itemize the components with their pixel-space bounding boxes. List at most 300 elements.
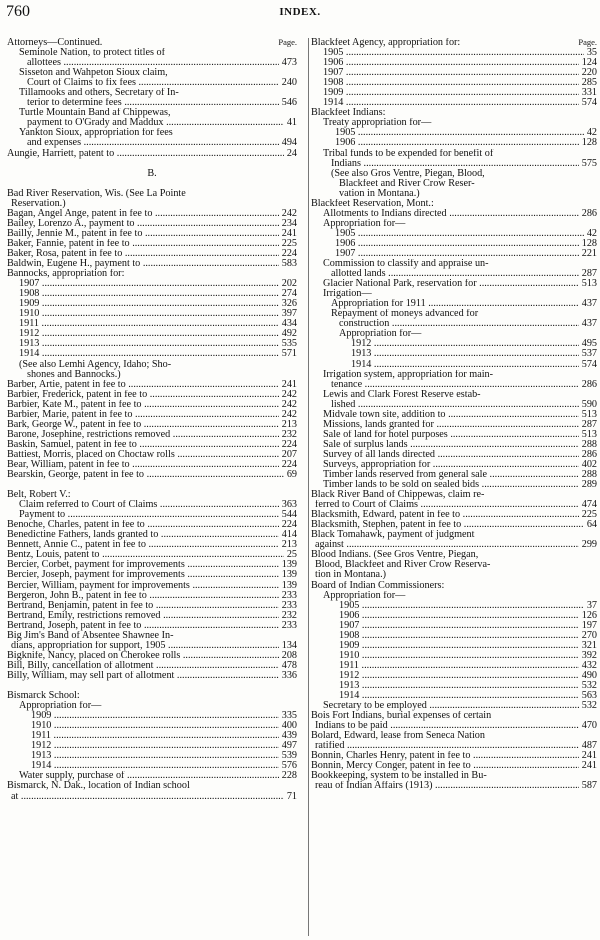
index-entry: [311, 249, 597, 259]
entry-text: 1907 .....: [19, 279, 297, 289]
page-column-label: Page.: [278, 37, 297, 47]
spacer: [7, 179, 297, 189]
page-header: [6, 3, 594, 21]
entry-page-number: 473: [279, 58, 297, 68]
entry-text: Lewis and Clark Forest Reserve estab-: [323, 389, 481, 400]
entry-page-number: 213: [279, 420, 297, 430]
entry-text: Bergeron, John B., patent in fee to .....: [7, 591, 297, 601]
entry-page-number: 437: [579, 299, 597, 309]
index-entry: [311, 360, 597, 370]
index-entry: [311, 319, 597, 329]
index-entry: [7, 108, 297, 118]
entry-page-number: 224: [279, 440, 297, 450]
index-entry: [311, 299, 597, 309]
entry-page-number: 134: [279, 641, 297, 651]
entry-page-number: 234: [279, 219, 297, 229]
entry-text: Bercier, Joseph, payment for improvements .....: [7, 570, 297, 580]
index-entry: [311, 641, 597, 651]
index-entry: [311, 450, 597, 460]
index-entry: [7, 400, 297, 410]
index-entry: [311, 470, 597, 480]
entry-page-number: 336: [279, 671, 297, 681]
entry-page-number: 241: [579, 751, 597, 761]
entry-text: Appropriation for 1911 .....: [331, 299, 597, 309]
entry-text: Attorneys—Continued.: [7, 38, 103, 48]
index-entry: [311, 460, 597, 470]
spacer: [7, 159, 297, 169]
entry-page-number: 69: [284, 470, 297, 480]
entry-page-number: 228: [279, 771, 297, 781]
entry-text: 1908 .....: [339, 631, 597, 641]
index-entry: [7, 761, 297, 771]
index-entry: [311, 209, 597, 219]
index-entry: [311, 681, 597, 691]
entry-page-number: 233: [279, 601, 297, 611]
index-entry: [7, 390, 297, 400]
entry-text: Bear, William, patent in fee to .....: [7, 460, 297, 470]
entry-text: Benedictine Fathers, lands granted to .....: [7, 530, 297, 540]
entry-text: 1914 .....: [323, 98, 597, 108]
entry-page-number: 287: [579, 420, 597, 430]
index-entry: [311, 229, 597, 239]
index-entry: [311, 38, 597, 48]
entry-page-number: 24: [284, 149, 297, 159]
index-entry: [311, 269, 597, 279]
entry-text: Treaty appropriation for—: [323, 118, 432, 129]
entry-text: Blackfeet Agency, appropriation for:: [311, 38, 461, 48]
entry-page-number: 220: [579, 68, 597, 78]
index-entry: [7, 550, 297, 560]
index-entry: [7, 289, 297, 299]
entry-page-number: 241: [579, 761, 597, 771]
entry-text: 1905 .....: [339, 601, 597, 611]
entry-text: Glacier National Park, reservation for .....: [323, 279, 597, 289]
index-entry: [311, 349, 597, 359]
entry-page-number: 225: [279, 239, 297, 249]
entry-text: and expenses .....: [27, 138, 297, 148]
index-entry: [7, 691, 297, 701]
entry-page-number: 571: [279, 349, 297, 359]
entry-text: 1908 .....: [323, 78, 597, 88]
entry-page-number: 287: [579, 269, 597, 279]
entry-text: 1911 .....: [31, 731, 297, 741]
index-entry: [7, 450, 297, 460]
index-entry: [311, 480, 597, 490]
index-entry: [311, 98, 597, 108]
index-entry: [7, 249, 297, 259]
index-entry: [311, 611, 597, 621]
entry-text: Bigknife, Nancy, placed on Cherokee rolls .....: [7, 651, 297, 661]
entry-page-number: 535: [279, 339, 297, 349]
index-entry: [7, 771, 297, 781]
entry-text: Water supply, purchase of .....: [19, 771, 297, 781]
entry-text: Barone, Josephine, restrictions removed .....: [7, 430, 297, 440]
entry-text: Blacksmith, Edward, patent in fee to .....: [311, 510, 597, 520]
index-entry: [7, 309, 297, 319]
index-entry: [311, 410, 597, 420]
entry-text: Allotments to Indians directed .....: [323, 209, 597, 219]
entry-text: ratified .....: [315, 741, 597, 751]
entry-text: Bismarck, N. Dak., location of Indian school: [7, 781, 190, 792]
entry-text: tion in Montana.): [315, 570, 387, 581]
entry-text: Payment to .....: [19, 510, 297, 520]
entry-text: Blood, Blackfeet and River Crow Reserva-: [315, 560, 491, 571]
entry-text: 1911 .....: [339, 661, 597, 671]
index-entry: [7, 88, 297, 98]
entry-page-number: 242: [279, 209, 297, 219]
entry-page-number: 494: [279, 138, 297, 148]
index-entry: [311, 570, 597, 580]
index-entry: [7, 741, 297, 751]
entry-text: Bertrand, Benjamin, patent in fee to .....: [7, 601, 297, 611]
entry-text: Bagan, Angel Ange, patent in fee to .....: [7, 209, 297, 219]
entry-page-number: 242: [279, 410, 297, 420]
entry-text: ferred to Court of Claims .....: [315, 500, 597, 510]
entry-text: Reservation.): [11, 198, 66, 209]
entry-text: 1906 .....: [335, 239, 597, 249]
entry-text: 1910 .....: [339, 651, 597, 661]
entry-page-number: 233: [279, 591, 297, 601]
entry-text: allottees .....: [27, 58, 297, 68]
entry-page-number: 432: [579, 661, 597, 671]
entry-text: Bois Fort Indians, burial expenses of certain: [311, 711, 492, 722]
index-entry: [7, 48, 297, 58]
entry-page-number: 37: [584, 601, 597, 611]
entry-text: Sale of surplus lands .....: [323, 440, 597, 450]
entry-text: Survey of all lands directed .....: [323, 450, 597, 460]
entry-text: Bolard, Edward, lease from Seneca Nation: [311, 731, 485, 742]
entry-page-number: 232: [279, 430, 297, 440]
entry-text: dians, appropriation for support, 1905 .....: [11, 641, 297, 651]
entry-text: Bonnin, Mercy Conger, patent in fee to .....: [311, 761, 597, 771]
entry-page-number: 402: [579, 460, 597, 470]
entry-page-number: 513: [579, 279, 597, 289]
index-entry: [7, 440, 297, 450]
entry-page-number: 128: [579, 239, 597, 249]
index-entry: [7, 38, 297, 48]
index-entry: [311, 430, 597, 440]
entry-page-number: 288: [579, 440, 597, 450]
entry-text: 1912 .....: [31, 741, 297, 751]
entry-text: Big Jim's Band of Absentee Shawnee In-: [7, 630, 174, 641]
entry-text: Tribal funds to be expended for benefit of: [323, 148, 494, 159]
entry-text: (See also Lemhi Agency, Idaho; Sho-: [19, 359, 172, 370]
index-entry: [311, 510, 597, 520]
index-entry: [7, 78, 297, 88]
entry-list: [7, 38, 297, 802]
index-entry: [7, 570, 297, 580]
index-entry: [311, 540, 597, 550]
entry-page-number: 546: [279, 98, 297, 108]
entry-page-number: 497: [279, 741, 297, 751]
entry-text: 1912 .....: [19, 329, 297, 339]
index-entry: [7, 380, 297, 390]
entry-text: Bennett, Annie C., patent in fee to .....: [7, 540, 297, 550]
index-entry: [311, 550, 597, 560]
entry-text: Belt, Robert V.:: [7, 490, 71, 501]
entry-page-number: 64: [584, 520, 597, 530]
index-entry: [311, 138, 597, 148]
index-entry: [311, 701, 597, 711]
entry-page-number: 321: [579, 641, 597, 651]
index-entry: [7, 339, 297, 349]
entry-page-number: 233: [279, 621, 297, 631]
entry-page-number: 139: [279, 560, 297, 570]
index-entry: [7, 792, 297, 802]
entry-text: 1914 .....: [351, 360, 597, 370]
entry-text: Surveys, appropriation for .....: [323, 460, 597, 470]
entry-text: 1909 .....: [31, 711, 297, 721]
entry-text: Blackfeet and River Crow Reser-: [339, 178, 475, 189]
entry-text: construction .....: [339, 319, 597, 329]
entry-text: Repayment of moneys advanced for: [331, 309, 479, 320]
index-entry: [7, 410, 297, 420]
entry-text: Blackfeet Indians:: [311, 108, 386, 119]
entry-text: 1909 .....: [323, 88, 597, 98]
entry-text: Bonnin, Charles Henry, patent in fee to .....: [311, 751, 597, 761]
entry-text: 1909 .....: [19, 299, 297, 309]
index-entry: [7, 560, 297, 570]
entry-text: Appropriation for—: [323, 590, 406, 601]
index-entry: [311, 761, 597, 771]
index-entry: [7, 651, 297, 661]
entry-text: Sale of land for hotel purposes .....: [323, 430, 597, 440]
index-entry: [311, 329, 597, 339]
index-entry: [311, 771, 597, 781]
index-entry: [7, 611, 297, 621]
index-entry: [7, 138, 297, 148]
entry-page-number: 225: [579, 510, 597, 520]
entry-page-number: 224: [279, 249, 297, 259]
entry-text: shones and Bannocks.): [27, 369, 121, 380]
entry-text: Barber, Artie, patent in fee to .....: [7, 380, 297, 390]
entry-text: B.: [147, 168, 157, 179]
index-entry: [311, 128, 597, 138]
entry-text: 1905 .....: [335, 128, 597, 138]
index-entry: [7, 128, 297, 138]
entry-text: tenance .....: [331, 380, 597, 390]
index-entry: [311, 179, 597, 189]
entry-text: Black Tomahawk, payment of judgment: [311, 530, 475, 541]
entry-text: Turtle Mountain Band af Chippewas,: [19, 108, 171, 119]
entry-page-number: 224: [279, 520, 297, 530]
entry-text: 1912 .....: [351, 339, 597, 349]
entry-page-number: 35: [584, 48, 597, 58]
entry-page-number: 492: [279, 329, 297, 339]
index-entry: [7, 711, 297, 721]
entry-page-number: 490: [579, 671, 597, 681]
entry-page-number: 126: [579, 611, 597, 621]
entry-page-number: 414: [279, 530, 297, 540]
entry-text: Aungie, Harriett, patent to .....: [7, 149, 297, 159]
entry-page-number: 286: [579, 380, 597, 390]
entry-page-number: 470: [579, 721, 597, 731]
entry-text: 1906 .....: [339, 611, 597, 621]
entry-text: 1914 .....: [31, 761, 297, 771]
index-entry: [311, 621, 597, 631]
entry-page-number: 495: [579, 339, 597, 349]
index-entry: [311, 751, 597, 761]
entry-text: Sisseton and Wahpeton Sioux claim,: [19, 68, 168, 79]
index-entry: [311, 721, 597, 731]
index-entry: [311, 490, 597, 500]
index-entry: [311, 259, 597, 269]
entry-text: Bismarck School:: [7, 691, 80, 702]
index-entry: [311, 68, 597, 78]
entry-page-number: 232: [279, 611, 297, 621]
entry-page-number: 288: [579, 470, 597, 480]
entry-page-number: 242: [279, 400, 297, 410]
index-entry: [311, 370, 597, 380]
entry-text: Commission to classify and appraise un-: [323, 259, 489, 270]
index-entry: [7, 591, 297, 601]
entry-page-number: 590: [579, 400, 597, 410]
entry-page-number: 513: [579, 430, 597, 440]
entry-list: [311, 38, 597, 792]
entry-page-number: 532: [579, 681, 597, 691]
index-entry: [311, 581, 597, 591]
entry-page-number: 474: [579, 500, 597, 510]
index-entry: [311, 520, 597, 530]
entry-page-number: 574: [579, 98, 597, 108]
entry-page-number: 286: [579, 450, 597, 460]
entry-text: Tillamooks and others, Secretary of In-: [19, 88, 179, 99]
index-entry: [311, 691, 597, 701]
index-entry: [311, 199, 597, 209]
entry-text: Indians .....: [331, 159, 597, 169]
index-entry: [7, 149, 297, 159]
entry-text: Timber lands reserved from general sale .....: [323, 470, 597, 480]
entry-text: allotted lands .....: [331, 269, 597, 279]
entry-text: Bertrand, Emily, restrictions removed .....: [7, 611, 297, 621]
index-entry: [311, 339, 597, 349]
entry-text: Blood Indians. (See Gros Ventre, Piegan,: [311, 550, 479, 561]
index-entry: [7, 58, 297, 68]
entry-text: Appropriation for—: [323, 218, 406, 229]
index-entry: [311, 219, 597, 229]
entry-page-number: 139: [279, 581, 297, 591]
index-entry: [311, 390, 597, 400]
entry-text: 1914 .....: [339, 691, 597, 701]
entry-page-number: 285: [579, 78, 597, 88]
entry-text: Barbier, Kate M., patent in fee to .....: [7, 400, 297, 410]
index-entry: [311, 601, 597, 611]
entry-text: Irrigation—: [323, 289, 372, 300]
entry-page-number: 241: [279, 380, 297, 390]
entry-text: 1913 .....: [339, 681, 597, 691]
index-entry: [311, 500, 597, 510]
index-entry: [311, 661, 597, 671]
entry-page-number: 439: [279, 731, 297, 741]
entry-text: Blackfeet Reservation, Mont.:: [311, 198, 434, 209]
index-entry: [311, 159, 597, 169]
index-entry: [7, 98, 297, 108]
index-entry: [7, 189, 297, 199]
entry-page-number: 42: [584, 229, 597, 239]
entry-text: at .....: [11, 792, 297, 802]
section-letter: [7, 169, 297, 179]
index-entry: [7, 118, 297, 128]
entry-text: Bercier, Corbet, payment for improvements .....: [7, 560, 297, 570]
index-entry: [7, 299, 297, 309]
entry-text: 1905 .....: [335, 229, 597, 239]
entry-text: 1908 .....: [19, 289, 297, 299]
index-entry: [7, 319, 297, 329]
entry-text: 1910 .....: [19, 309, 297, 319]
entry-page-number: 41: [284, 118, 297, 128]
entry-page-number: 242: [279, 390, 297, 400]
entry-text: Indians to be paid .....: [315, 721, 597, 731]
entry-text: Appropriation for—: [19, 701, 102, 712]
entry-text: Bailey, Lorenzo A., payment to .....: [7, 219, 297, 229]
entry-text: Secretary to be employed .....: [323, 701, 597, 711]
entry-page-number: 289: [579, 480, 597, 490]
entry-text: Bearskin, George, patent in fee to .....: [7, 470, 297, 480]
index-entry: [311, 78, 597, 88]
index-entry: [7, 370, 297, 380]
entry-page-number: 207: [279, 450, 297, 460]
entry-page-number: 532: [579, 701, 597, 711]
entry-page-number: 335: [279, 711, 297, 721]
entry-page-number: 71: [284, 792, 297, 802]
entry-text: Missions, lands granted for .....: [323, 420, 597, 430]
entry-page-number: 539: [279, 751, 297, 761]
entry-page-number: 576: [279, 761, 297, 771]
index-entry: [311, 309, 597, 319]
entry-page-number: 563: [579, 691, 597, 701]
entry-text: Irrigation system, appropriation for main-: [323, 369, 494, 380]
entry-text: Black River Band of Chippewas, claim re-: [311, 490, 485, 501]
entry-page-number: 326: [279, 299, 297, 309]
entry-text: Bertrand, Joseph, patent in fee to .....: [7, 621, 297, 631]
entry-text: 1913 .....: [19, 339, 297, 349]
index-entry: [7, 641, 297, 651]
entry-page-number: 241: [279, 229, 297, 239]
entry-page-number: 478: [279, 661, 297, 671]
index-entry: [7, 68, 297, 78]
entry-text: 1909 .....: [339, 641, 597, 651]
entry-text: 1912 .....: [339, 671, 597, 681]
entry-page-number: 575: [579, 159, 597, 169]
entry-page-number: 363: [279, 500, 297, 510]
index-entry: [7, 470, 297, 480]
entry-text: Seminole Nation, to protect titles of: [19, 48, 165, 59]
index-entry: [7, 581, 297, 591]
index-entry: [311, 651, 597, 661]
entry-page-number: 286: [579, 209, 597, 219]
entry-page-number: 208: [279, 651, 297, 661]
entry-text: Court of Claims to fix fees .....: [27, 78, 297, 88]
entry-text: 1907 .....: [339, 621, 597, 631]
entry-text: (See also Gros Ventre, Piegan, Blood,: [331, 168, 485, 179]
entry-page-number: 513: [579, 410, 597, 420]
index-entry: [7, 460, 297, 470]
index-entry: [7, 671, 297, 681]
index-entry: [311, 289, 597, 299]
index-entry: [311, 58, 597, 68]
index-entry: [7, 520, 297, 530]
index-entry: [7, 349, 297, 359]
entry-page-number: 240: [279, 78, 297, 88]
spacer: [7, 681, 297, 691]
index-entry: [311, 591, 597, 601]
index-entry: [311, 671, 597, 681]
entry-text: Claim referred to Court of Claims .....: [19, 500, 297, 510]
index-entry: [7, 500, 297, 510]
entry-page-number: 197: [579, 621, 597, 631]
entry-text: Bailly, Jennie M., patent in fee to .....: [7, 229, 297, 239]
entry-text: Barbier, Frederick, patent in fee to .....: [7, 390, 297, 400]
